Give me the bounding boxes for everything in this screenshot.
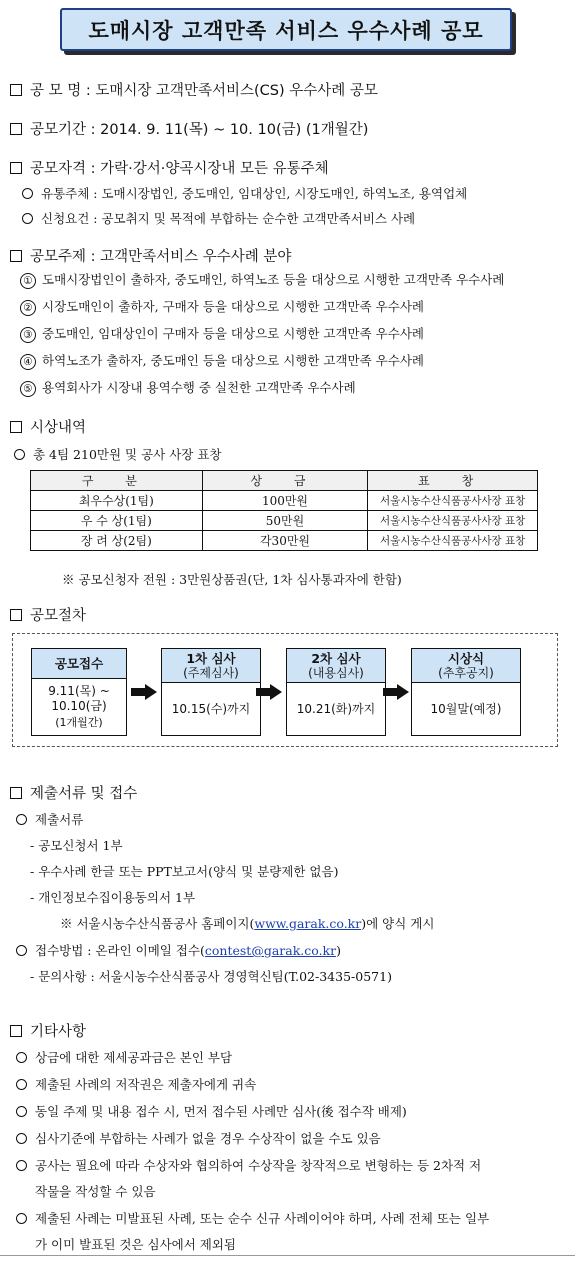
flow-step-second-review [286,648,386,736]
procedure-flow [12,633,558,747]
table-cell: 각30만원 [202,531,368,551]
circle-bullet-icon [16,814,27,825]
flow-step-first-review [161,648,261,736]
flow-step-title: 공모접수 [32,649,126,679]
checkbox-square-icon [10,609,22,621]
section-procedure: 공모절차 [10,604,86,625]
flow-step-subtitle: (추후공지) [438,666,494,680]
checkbox-square-icon [10,123,22,135]
page-title: 도매시장 고객만족 서비스 우수사례 공모 [60,8,512,51]
circle-bullet-icon [16,1213,27,1224]
list-item: 총 4팀 210만원 및 공사 사장 표창 [14,445,221,463]
flow-step-subtitle: (내용심사) [308,666,364,680]
list-item: - 우수사례 한글 또는 PPT보고서(양식 및 분량제한 없음) [30,864,339,879]
list-item: 신청요건 : 공모취지 및 목적에 부합하는 순수한 고객만족서비스 사례 [22,209,415,227]
section-eligibility: 공모자격 : 가락·강서·양곡시장내 모든 유통주체 [10,157,329,178]
checkbox-square-icon [10,162,22,174]
circle-bullet-icon [14,449,25,460]
checkbox-square-icon [10,787,22,799]
circle-bullet-icon [16,1133,27,1144]
flow-step-ceremony [411,648,521,736]
number-3-icon: ③ [20,327,36,343]
table-cell: 서울시농수산식품공사사장 표창 [368,511,538,531]
arrow-right-icon [256,684,282,700]
list-item: 공사는 필요에 따라 수상자와 협의하여 수상작을 창작적으로 변형하는 등 2차적 저 [16,1156,481,1174]
list-item: 유통주체 : 도매시장법인, 중도매인, 임대상인, 시장도매인, 하역노조, 용역업체 [22,184,467,202]
flow-step-note: (1개월간) [55,715,103,729]
table-cell: 서울시농수산식품공사사장 표창 [368,491,538,511]
list-item: 제출된 사례는 미발표된 사례, 또는 순수 신규 사례이어야 하며, 사례 전체 또는 일부 [16,1209,489,1227]
circle-bullet-icon [22,213,33,224]
homepage-link[interactable]: www.garak.co.kr [254,916,362,931]
list-item: 심사기준에 부합하는 사례가 없을 경우 수상작이 없을 수도 있음 [16,1129,381,1147]
homepage-note: ※ 서울시농수산식품공사 홈페이지(www.garak.co.kr)에 양식 게시 [60,916,435,931]
flow-step-date: 10.21(화)까지 [296,702,376,716]
section-awards: 시상내역 [10,416,86,437]
table-row [31,511,538,531]
circle-bullet-icon [16,945,27,956]
table-header: 상 금 [202,471,368,491]
circle-bullet-icon [16,1160,27,1171]
checkbox-square-icon [10,1025,22,1037]
contact-info: - 문의사항 : 서울시농수산식품공사 경영혁신팀(T.02-3435-0571) [30,969,392,984]
list-item: 동일 주제 및 내용 접수 시, 먼저 접수된 사례만 심사(後 접수작 배제) [16,1102,407,1120]
list-item: ④ 하역노조가 출하자, 중도매인 등을 대상으로 시행한 고객만족 우수사례 [20,351,424,370]
number-4-icon: ④ [20,354,36,370]
table-cell: 최우수상(1팀) [31,491,203,511]
circle-bullet-icon [16,1106,27,1117]
table-cell: 우 수 상(1팀) [31,511,203,531]
checkbox-square-icon [10,421,22,433]
checkbox-square-icon [10,250,22,262]
bottom-divider [0,1255,575,1256]
section-topic: 공모주제 : 고객만족서비스 우수사례 분야 [10,245,291,266]
checkbox-square-icon [10,84,22,96]
flow-step-receipt [31,648,127,736]
flow-step-subtitle: (주제심사) [183,666,239,680]
list-item-continued: 가 이미 발표된 것은 심사에서 제외됨 [35,1237,236,1252]
list-item: - 공모신청서 1부 [30,838,123,853]
table-cell: 서울시농수산식품공사사장 표창 [368,531,538,551]
email-link[interactable]: contest@garak.co.kr [204,943,337,958]
flow-step-date: 10월말(예정) [430,702,502,716]
number-5-icon: ⑤ [20,381,36,397]
list-item: 접수방법 : 온라인 이메일 접수(contest@garak.co.kr) [16,941,341,959]
list-item: 제출서류 [16,810,83,828]
table-cell: 100만원 [202,491,368,511]
number-2-icon: ② [20,300,36,316]
table-cell: 장 려 상(2팀) [31,531,203,551]
flow-step-date: 10.15(수)까지 [171,702,251,716]
section-submission: 제출서류 및 접수 [10,782,137,803]
table-row [31,531,538,551]
list-item: ② 시장도매인이 출하자, 구매자 등을 대상으로 시행한 고객만족 우수사례 [20,297,424,316]
circle-bullet-icon [16,1052,27,1063]
list-item: ③ 중도매인, 임대상인이 구매자 등을 대상으로 시행한 고객만족 우수사례 [20,324,424,343]
flow-step-date: 9.11(목) ~ 10.10(금) [48,683,110,713]
list-item-continued: 작물을 작성할 수 있음 [35,1184,156,1199]
table-header: 구 분 [31,471,203,491]
section-other: 기타사항 [10,1020,86,1041]
table-header: 표 창 [368,471,538,491]
section-period: 공모기간 : 2014. 9. 11(목) ~ 10. 10(금) (1개월간) [10,118,368,139]
number-1-icon: ① [20,273,36,289]
circle-bullet-icon [16,1079,27,1090]
list-item: ⑤ 용역회사가 시장내 용역수행 중 실천한 고객만족 우수사례 [20,378,356,397]
list-item: ① 도매시장법인이 출하자, 중도매인, 하역노조 등을 대상으로 시행한 고객만족 우수사례 [20,270,504,289]
circle-bullet-icon [22,188,33,199]
list-item: 상금에 대한 제세공과금은 본인 부담 [16,1048,232,1066]
prize-table [30,470,538,551]
table-header-row [31,471,538,491]
flow-step-title: 시상식 [447,651,485,666]
flow-step-title: 2차 심사 [311,651,361,666]
arrow-right-icon [383,684,409,700]
flow-step-title: 1차 심사 [186,651,236,666]
section-contest-name: 공 모 명 : 도매시장 고객만족서비스(CS) 우수사례 공모 [10,79,378,100]
awards-note: ※ 공모신청자 전원 : 3만원상품권(단, 1차 심사통과자에 한함) [62,572,402,587]
list-item: - 개인정보수집이용동의서 1부 [30,890,196,905]
table-row [31,491,538,511]
table-cell: 50만원 [202,511,368,531]
list-item: 제출된 사례의 저작권은 제출자에게 귀속 [16,1075,256,1093]
arrow-right-icon [131,684,157,700]
